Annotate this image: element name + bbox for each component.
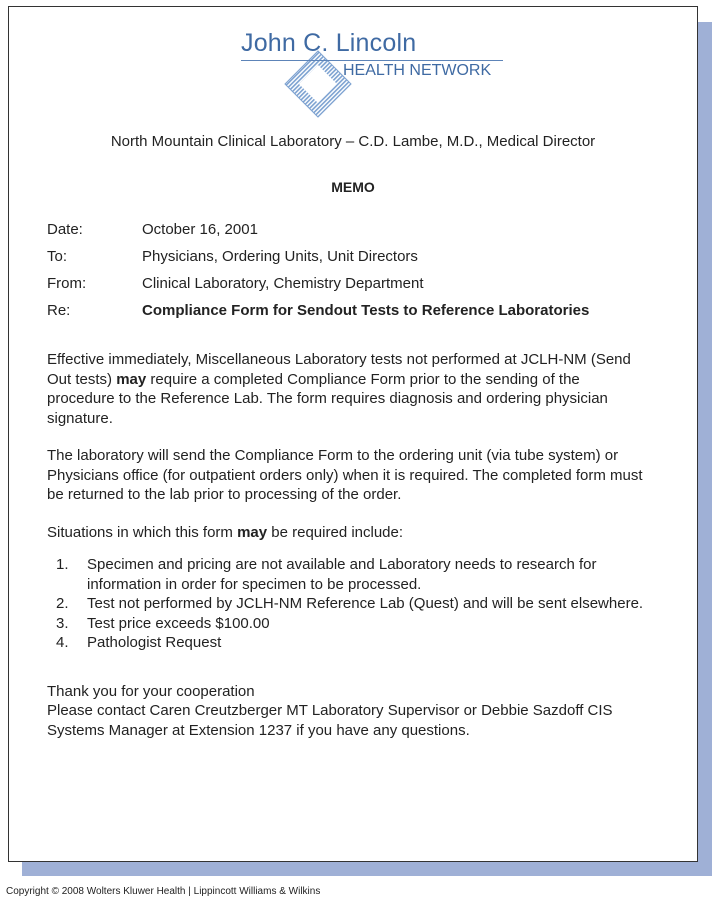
date-label: Date: xyxy=(47,221,83,238)
list-item-number: 2. xyxy=(56,595,69,612)
to-field xyxy=(47,248,418,265)
paragraph-effective-text-2: require a completed Compliance Form prior to the sending of the procedure to the Reference Lab. The form requires diagnosis and ordering physician signature. xyxy=(47,370,608,427)
list-item-text: Test price exceeds $100.00 xyxy=(87,614,270,632)
date-field xyxy=(47,221,258,238)
paragraph-situations-text-1: Situations in which this form xyxy=(47,524,238,541)
logo-subtitle: HEALTH NETWORK xyxy=(343,62,492,79)
lab-header: North Mountain Clinical Laboratory – C.D. Lambe, M.D., Medical Director xyxy=(110,133,596,150)
memo-page xyxy=(8,6,698,862)
list-item xyxy=(47,555,667,594)
paragraph-effective-text-1: Effective immediately, Miscellaneous Laboratory tests not performed at JCLH-NM (Send Out tests) xyxy=(47,351,631,388)
closing-contact: Please contact Caren Creutzberger MT Laboratory Supervisor or Debbie Sazdoff CIS Systems Manager at Extension 1237 if you have any questions. xyxy=(47,702,613,739)
to-label: To: xyxy=(47,248,68,265)
memo-title: MEMO xyxy=(331,179,375,195)
paragraph-situations-text-2: be required include: xyxy=(267,524,404,541)
list-item xyxy=(47,633,667,653)
list-item-text: Test not performed by JCLH-NM Reference Lab (Quest) and will be sent elsewhere. xyxy=(87,595,644,612)
from-field xyxy=(47,275,424,292)
from-value: Clinical Laboratory, Chemistry Department xyxy=(142,275,424,292)
re-value: Compliance Form for Sendout Tests to Reference Laboratories xyxy=(142,302,590,319)
paragraph-effective-emphasis: may xyxy=(116,370,147,388)
list-item xyxy=(47,594,667,614)
paragraph-situations-emphasis: may xyxy=(237,524,268,541)
re-label: Re: xyxy=(47,302,71,319)
list-item-number: 1. xyxy=(56,556,69,573)
list-item-number: 3. xyxy=(56,614,69,632)
date-value: October 16, 2001 xyxy=(142,221,258,238)
list-item-number: 4. xyxy=(56,634,69,651)
logo-name: John C. Lincoln xyxy=(241,29,417,57)
closing-thanks: Thank you for your cooperation xyxy=(47,683,255,700)
to-value: Physicians, Ordering Units, Unit Directors xyxy=(142,248,418,265)
paragraph-laboratory: The laboratory will send the Compliance Form to the ordering unit (via tube system) or Physicians office (for outpatient orders only) when it is required. The completed form must be returned to the lab prior to processing of the order. xyxy=(47,447,643,503)
copyright-notice: Copyright © 2008 Wolters Kluwer Health | Lippincott Williams & Wilkins xyxy=(6,886,321,897)
list-item xyxy=(47,614,667,634)
list-item-text: Pathologist Request xyxy=(87,634,222,651)
re-field xyxy=(47,302,589,319)
from-label: From: xyxy=(47,275,87,292)
situations-list xyxy=(47,555,667,653)
paragraph-effective xyxy=(47,350,647,428)
paragraph-situations xyxy=(47,523,647,543)
jcl-logo xyxy=(241,29,521,119)
list-item-text: Specimen and pricing are not available and Laboratory needs to research for information in order for specimen to be processed. xyxy=(87,556,597,593)
logo-rule xyxy=(241,60,503,61)
